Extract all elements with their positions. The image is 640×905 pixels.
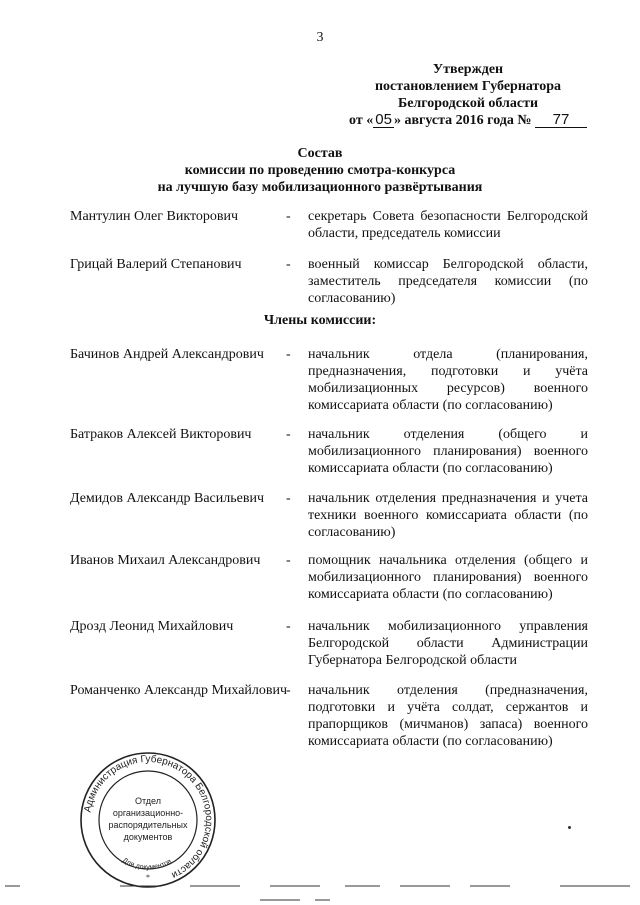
dash: - [286, 683, 291, 698]
handwritten-day: 05 [375, 111, 392, 128]
date-prefix: от « [349, 113, 374, 128]
dash: - [286, 209, 291, 224]
heading-subtitle-2: на лучшую базу мобилизационного развёртывания [157, 180, 483, 195]
person-name: Иванов Михаил Александрович [70, 553, 261, 568]
stamp-center-line: Отдел [134, 796, 162, 806]
approval-title: Утвержден [432, 62, 504, 77]
handwritten-number: 77 [535, 112, 587, 128]
document-heading [0, 145, 640, 196]
page-number: 3 [316, 30, 324, 45]
person-position: помощник начальника отделения (общего и мобилизационного планирования) военного комиссариата области (по согласованию) [308, 553, 588, 602]
person-position: начальник отдела (планирования, предназначения, подготовки и учёта мобилизационных ресурсов) военного комиссариата области (по согласованию) [308, 347, 588, 413]
dash: - [286, 347, 291, 362]
round-stamp [78, 750, 218, 890]
date-middle: » августа 2016 года № [393, 113, 532, 128]
members-title: Члены комиссии: [263, 313, 377, 328]
dash: - [286, 427, 291, 442]
person-name: Демидов Александр Васильевич [70, 491, 264, 506]
person-name: Грицай Валерий Степанович [70, 257, 242, 272]
person-name: Дрозд Леонид Михайлович [70, 619, 234, 634]
person-position: начальник отделения предназначения и учета техники военного комиссариата области (по согласованию) [308, 491, 588, 540]
person-position: начальник отделения (предназначения, подготовки и учёта солдат, сержантов и прапорщиков (мичманов) запаса) военного комиссариата области (по согласованию) [308, 683, 588, 749]
person-name: Батраков Алексей Викторович [70, 427, 252, 442]
person-name: Бачинов Андрей Александрович [70, 347, 264, 362]
person-name: Романченко Александр Михайлович [70, 683, 288, 698]
heading-subtitle-1: комиссии по проведению смотра-конкурса [184, 163, 456, 178]
person-position: начальник мобилизационного управления Белгородской области Администрации Губернатора Белгородской области [308, 619, 588, 668]
approval-line-region: Белгородской области [397, 96, 539, 111]
dash: - [286, 257, 291, 272]
person-position: секретарь Совета безопасности Белгородской области, председатель комиссии [308, 209, 588, 241]
approval-block [330, 61, 606, 129]
stamp-inner-arc-text: Для документов [121, 857, 173, 872]
person-position: начальник отделения (общего и мобилизационного планирования) военного комиссариата области (по согласованию) [308, 427, 588, 476]
person-name: Мантулин Олег Викторович [70, 209, 239, 224]
approval-line-decree: постановлением Губернатора [374, 79, 562, 94]
stamp-star-icon: * [146, 873, 150, 882]
stamp-center-line: организационно- [112, 808, 184, 818]
stamp-center-line: распорядительных [108, 820, 188, 830]
ink-dot [568, 826, 571, 829]
dash: - [286, 619, 291, 634]
dash: - [286, 553, 291, 568]
approval-date-line [330, 112, 606, 129]
dash: - [286, 491, 291, 506]
stamp-center-line: документов [123, 832, 173, 842]
heading-title: Состав [297, 146, 343, 161]
person-position: военный комиссар Белгородской области, заместитель председателя комиссии (по согласованию) [308, 257, 588, 306]
scan-edge-marks [0, 880, 640, 905]
stamp-outer-text: Администрация Губернатора Белгородской области [82, 753, 215, 881]
